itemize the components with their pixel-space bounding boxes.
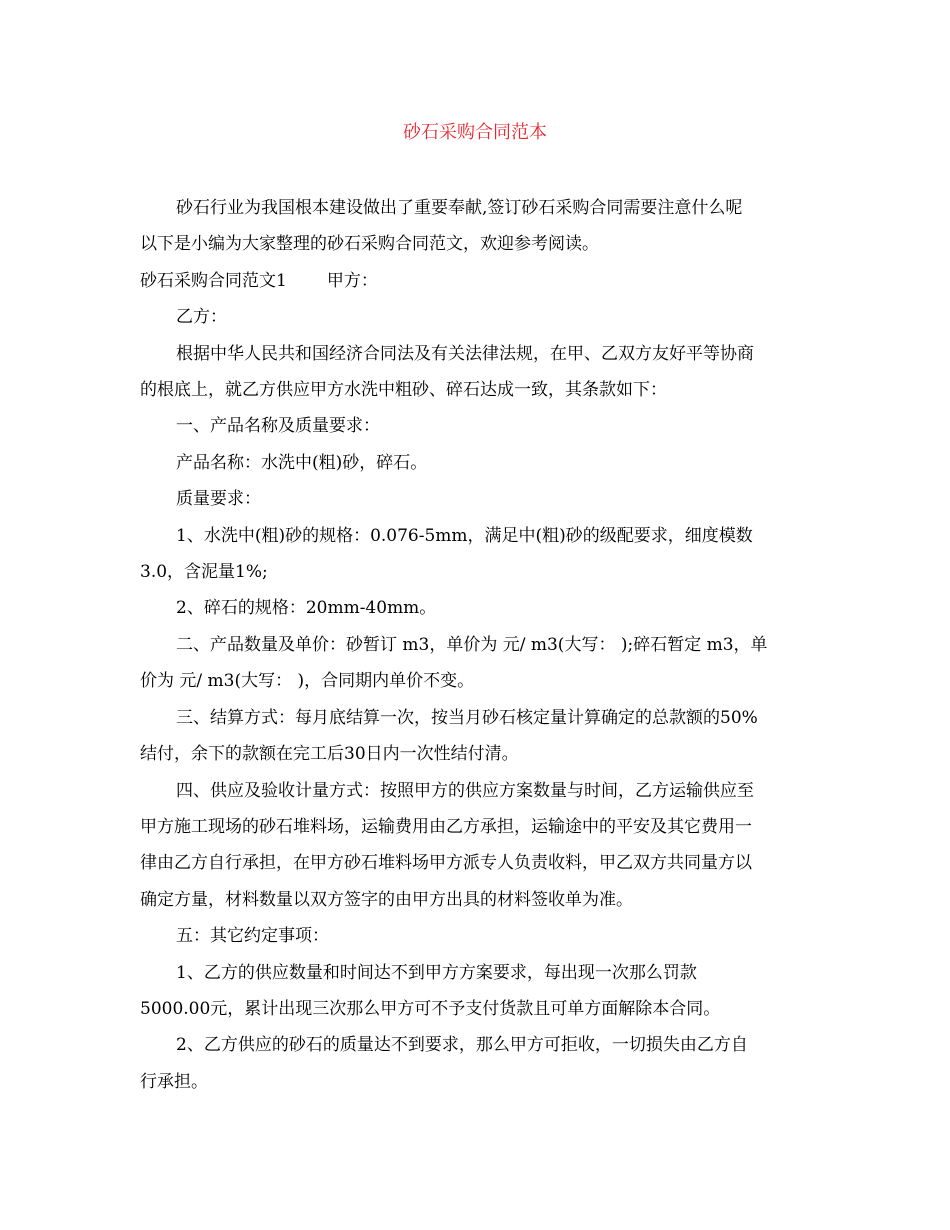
preamble-line-2: 的根底上，就乙方供应甲方水洗中粗砂、碎石达成一致，其条款如下： — [140, 380, 667, 401]
party-b-label: 乙方： — [176, 307, 227, 328]
section-5-item-1-line-2: 5000.00元，累计出现三次那么甲方可不予支付货款且可单方面解除本合同。 — [140, 998, 721, 1019]
intro-line-2: 以下是小编为大家整理的砂石采购合同范文，欢迎参考阅读。 — [140, 234, 599, 255]
quality-item-1-line-1: 1、水洗中(粗)砂的规格：0.076-5mm，满足中(粗)砂的级配要求，细度模数 — [176, 525, 753, 546]
section-2-line-2: 价为 元/ m3(大写： )，合同期内单价不变。 — [140, 671, 475, 692]
section-3-line-2: 结付，余下的款额在完工后30日内一次性结付清。 — [140, 744, 519, 765]
intro-line-1: 砂石行业为我国根本建设做出了重要奉献,签订砂石采购合同需要注意什么呢 — [176, 198, 743, 218]
document-body — [140, 190, 820, 1100]
section-4-line-4: 确定方量，材料数量以双方签字的由甲方出具的材料签收单为准。 — [140, 889, 633, 910]
section-4-line-1: 四、供应及验收计量方式：按照甲方的供应方案数量与时间，乙方运输供应至 — [176, 780, 754, 801]
quality-item-2: 2、碎石的规格：20mm-40mm。 — [176, 598, 437, 619]
section-5-item-2-line-1: 2、乙方供应的砂石的质量达不到要求，那么甲方可拒收，一切损失由乙方自 — [176, 1035, 748, 1056]
quality-heading: 质量要求： — [176, 489, 261, 510]
quality-item-1-line-2: 3.0，含泥量1%; — [140, 562, 268, 583]
party-a-label: 甲方： — [326, 270, 378, 291]
sample-heading: 砂石采购合同范文1 — [140, 270, 287, 291]
section-5-item-2-line-2: 行承担。 — [140, 1071, 208, 1092]
section-4-line-3: 律由乙方自行承担，在甲方砂石堆料场甲方派专人负责收料，甲乙双方共同量方以 — [140, 853, 752, 874]
product-name-line: 产品名称：水洗中(粗)砂，碎石。 — [176, 452, 428, 473]
section-1-heading: 一、产品名称及质量要求： — [176, 416, 380, 437]
preamble-line-1: 根据中华人民共和国经济合同法及有关法律法规，在甲、乙双方友好平等协商 — [176, 343, 754, 364]
sample-heading-line — [140, 263, 820, 299]
section-4-line-2: 甲方施工现场的砂石堆料场，运输费用由乙方承担，运输途中的平安及其它费用一 — [140, 816, 752, 837]
section-5-heading: 五：其它约定事项： — [176, 926, 329, 947]
section-2-line-1: 二、产品数量及单价：砂暂订 m3，单价为 元/ m3(大写： );碎石暂定 m3，单 — [176, 634, 768, 655]
section-3-line-1: 三、结算方式：每月底结算一次，按当月砂石核定量计算确定的总款额的50% — [176, 707, 758, 728]
section-5-item-1-line-1: 1、乙方的供应数量和时间达不到甲方方案要求，每出现一次那么罚款 — [176, 962, 697, 983]
document-title: 砂石采购合同范本 — [403, 122, 547, 143]
